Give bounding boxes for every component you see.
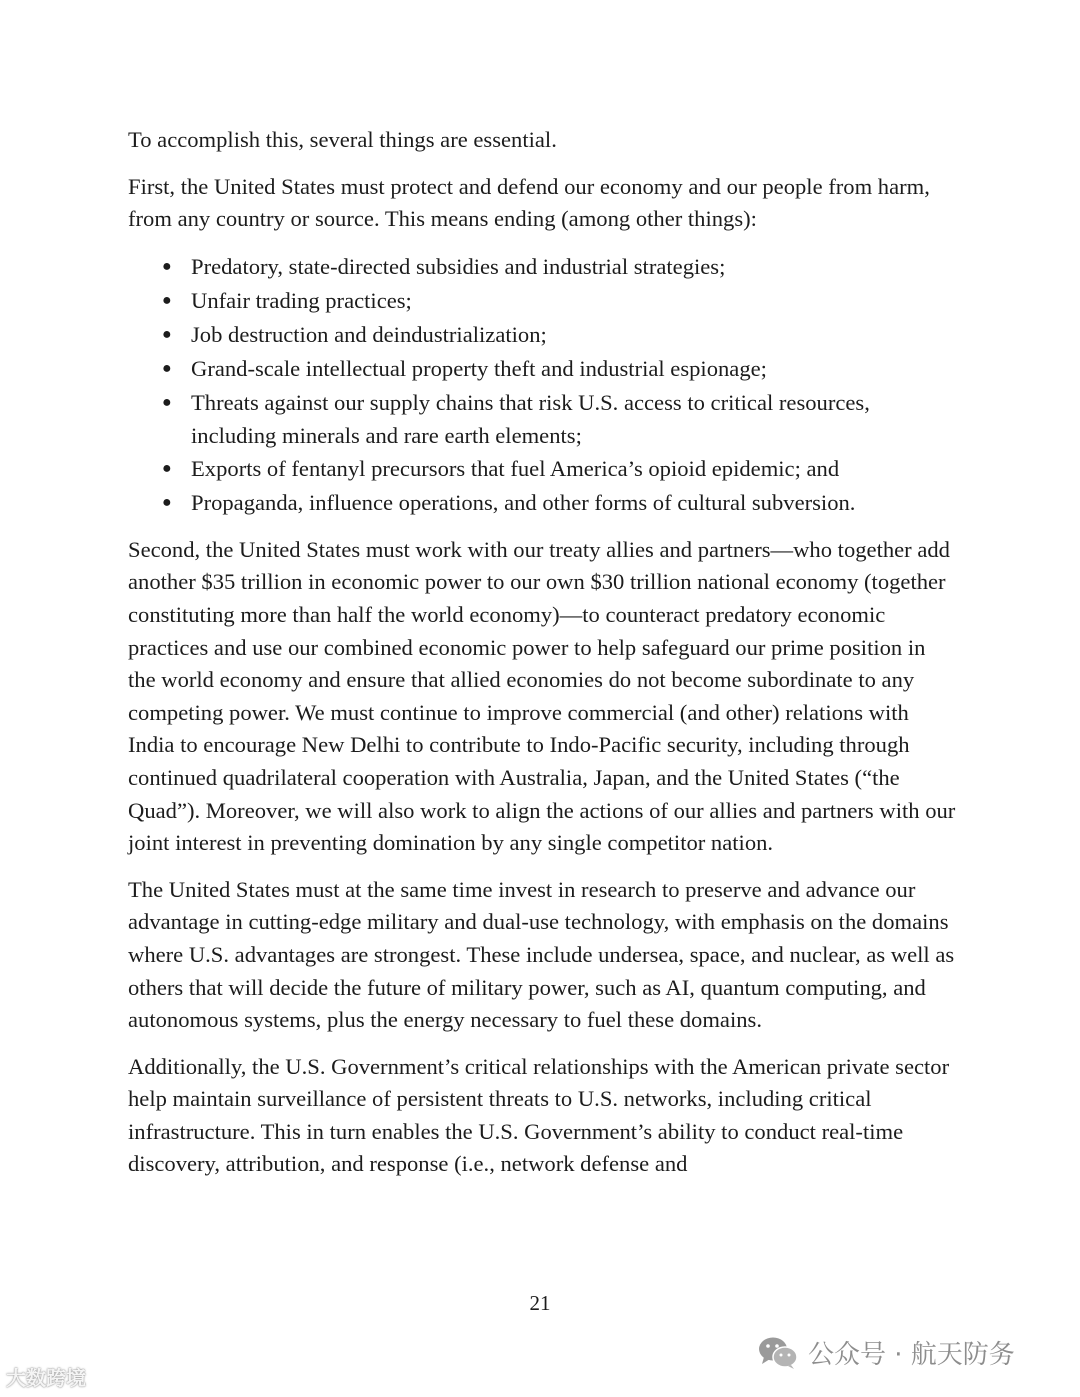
bullet-list xyxy=(128,250,958,520)
watermark-right xyxy=(758,1334,1015,1371)
intro-paragraph: To accomplish this, several things are essential. xyxy=(128,127,557,152)
bullet-icon: ● xyxy=(162,493,172,511)
third-paragraph: The United States must at the same time invest in research to preserve and advance our advantage in cutting-edge military and dual-use technology, with emphasis on the domains where U.S. advantages are strongest. These include undersea, space, and nuclear, as well as others that will decide the future of military power, such as AI, quantum computing, and autonomous systems, plus the energy necessary to fuel these domains. xyxy=(128,876,955,1033)
bullet-icon: ● xyxy=(162,393,172,411)
bullet-icon: ● xyxy=(162,459,172,477)
list-item: ● Grand-scale intellectual property theft and industrial espionage; xyxy=(128,352,958,386)
list-item: ● Exports of fentanyl precursors that fuel America’s opioid epidemic; and xyxy=(128,452,958,486)
bullet-icon: ● xyxy=(162,291,172,309)
second-paragraph: Second, the United States must work with our treaty allies and partners—who together add another $35 trillion in economic power to our own $30 trillion national economy (together constituting more than half the world economy)—to counteract predatory economic practices and use our combined economic power to help safeguard our prime position in the world economy and ensure that allied economies do not become subordinate to any competing power. We must continue to improve commercial (and other) relations with India to encourage New Delhi to contribute to Indo-Pacific security, including through continued quadrilateral cooperation with Australia, Japan, and the United States (“the Quad”). Moreover, we will also work to align the actions of our allies and partners with our joint interest in preventing domination by any single competitor nation. xyxy=(128,536,956,856)
page-number: 21 xyxy=(529,1291,551,1315)
watermark-left: 大数跨境 xyxy=(6,1366,86,1390)
list-item: ● Predatory, state-directed subsidies and industrial strategies; xyxy=(128,250,958,284)
list-item: ● Unfair trading practices; xyxy=(128,284,958,318)
list-item: ● Threats against our supply chains that risk U.S. access to critical resources, including minerals and rare earth elements; xyxy=(128,386,958,452)
bullet-icon: ● xyxy=(162,359,172,377)
document-page xyxy=(128,124,958,1195)
bullet-icon: ● xyxy=(162,257,172,275)
list-item: ● Job destruction and deindustrialization; xyxy=(128,318,958,352)
bullet-icon: ● xyxy=(162,325,172,343)
fourth-paragraph: Additionally, the U.S. Government’s critical relationships with the American private sector help maintain surveillance of persistent threats to U.S. networks, including critical infrastructure. This in turn enables the U.S. Government’s ability to conduct real-time discovery, attribution, and response (i.e., network defense and xyxy=(128,1053,950,1177)
wechat-icon xyxy=(758,1336,798,1370)
list-item: ● Propaganda, influence operations, and other forms of cultural subversion. xyxy=(128,486,958,520)
first-paragraph: First, the United States must protect and defend our economy and our people from harm, from any country or source. This means ending (among other things): xyxy=(128,173,930,232)
watermark-text: 公众号 · 航天防务 xyxy=(808,1340,1015,1370)
